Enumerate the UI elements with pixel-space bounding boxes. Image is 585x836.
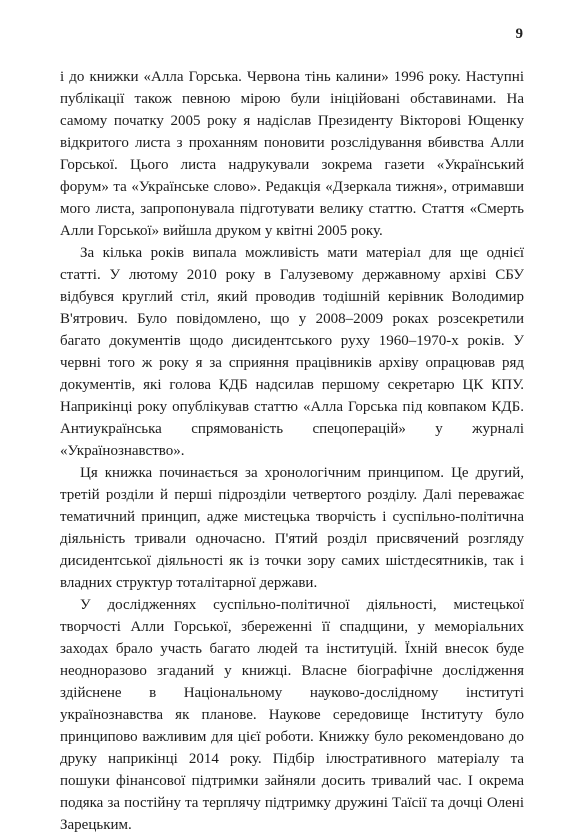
page-number: 9 — [515, 26, 523, 42]
paragraph-4: У дослідженнях суспільно-політичної діяльності, мистецької творчості Алли Горської, збереженні її спадщини, у меморіальних заходах брало участь багато людей та інституцій. Їхній внесок буде неодноразово згаданий у книжці. Власне біографічне дослідження здійснене в Національному науково-дослідному інституті українознавства як планове. Наукове середовище Інституту було принципово важливим для цієї роботи. Книжку було рекомендовано до друку наприкінці 2014 року. Підбір ілюстративного матеріалу та пошуки фінансової підтримки зайняли досить тривалий час. І окрема подяка за постійну та терплячу підтримку дружині Таїсії та дочці Олені Зарецьким. — [60, 597, 524, 833]
paragraph-2: За кілька років випала можливість мати матеріал для ще однієї статті. У лютому 2010 року в Галузевому державному архіві СБУ відбувся круглий стіл, який проводив тодішній керівник Володимир В'ятрович. Було повідомлено, що у 2008–2009 роках розсекретили багато документів щодо дисидентського руху 1960–1970-х років. У червні того ж року я за сприяння працівників архіву опрацював ряд документів, які голова КДБ надсилав першому секретарю ЦК КПУ. Наприкінці року опублікував статтю «Алла Горська під ковпаком КДБ. Антиукраїнська спрямованість спецоперацій» у журналі «Українознавство». — [60, 245, 524, 459]
paragraph-3: Ця книжка починається за хронологічним принципом. Це другий, третій розділи й перші підрозділи четвертого розділу. Далі переважає тематичний принцип, адже мистецька творчість і суспільно-політична діяльність тривали одночасно. П'ятий розділ присвячений розгляду дисидентської діяльності як із точки зору самих шістдесятників, так і владних структур тоталітарної держави. — [60, 465, 524, 591]
body-text — [60, 66, 524, 836]
paragraph-1: і до книжки «Алла Горська. Червона тінь калини» 1996 року. Наступні публікації також певною мірою були ініційовані обставинами. На самому початку 2005 року я надіслав Президенту Вікторові Ющенку відкритого листа з проханням поновити розслідування вбивства Алли Горської. Цього листа надрукували зокрема газети «Український форум» та «Українське слово». Редакція «Дзеркала тижня», отримавши мого листа, запропонувала підготувати велику статтю. Стаття «Смерть Алли Горської» вийшла друком у квітні 2005 року. — [60, 69, 524, 239]
